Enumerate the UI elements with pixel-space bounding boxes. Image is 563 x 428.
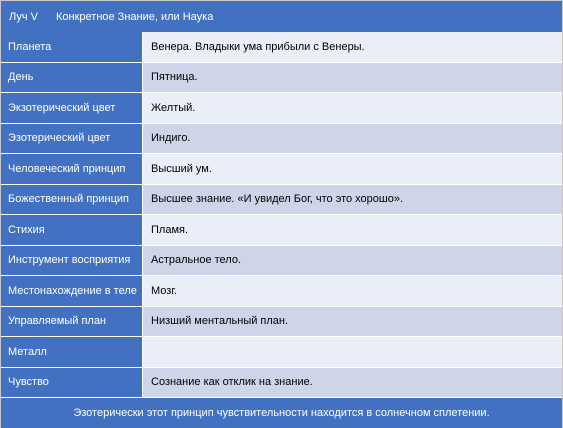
row-value: Пламя. [143,215,562,246]
row-label: Божественный принцип [1,185,143,216]
row-label: Местонахождение в теле [1,276,143,307]
row-label: День [1,63,143,94]
row-label: Металл [1,337,143,368]
table-row [1,307,562,338]
row-value: Астральное тело. [143,246,562,277]
row-label: Стихия [1,215,143,246]
row-label: Экзотерический цвет [1,93,143,124]
ray-title: Конкретное Знание, или Наука [56,10,214,23]
table-header [1,1,562,32]
table-row [1,63,562,94]
row-value: Индиго. [143,124,562,155]
table-row [1,154,562,185]
row-value: Венера. Владыки ума прибыли с Венеры. [143,32,562,63]
table-row [1,246,562,277]
table-row [1,32,562,63]
row-value: Сознание как отклик на знание. [143,368,562,399]
table-row [1,215,562,246]
table-row [1,368,562,399]
table-row [1,124,562,155]
table-row [1,185,562,216]
row-value: Мозг. [143,276,562,307]
ray-number: Луч V [9,10,38,23]
table-row [1,337,562,368]
table-row [1,276,562,307]
row-label: Планета [1,32,143,63]
row-label: Человеческий принцип [1,154,143,185]
row-value [143,337,562,368]
row-value: Желтый. [143,93,562,124]
row-value: Низший ментальный план. [143,307,562,338]
row-label: Управляемый план [1,307,143,338]
row-value: Высший ум. [143,154,562,185]
row-label: Эзотерический цвет [1,124,143,155]
row-value: Пятница. [143,63,562,94]
table-row [1,93,562,124]
row-label: Инструмент восприятия [1,246,143,277]
row-value: Высшее знание. «И увидел Бог, что это хорошо». [143,185,562,216]
table-footer: Эзотерически этот принцип чувствительности находится в солнечном сплетении. [1,398,562,428]
row-label: Чувство [1,368,143,399]
